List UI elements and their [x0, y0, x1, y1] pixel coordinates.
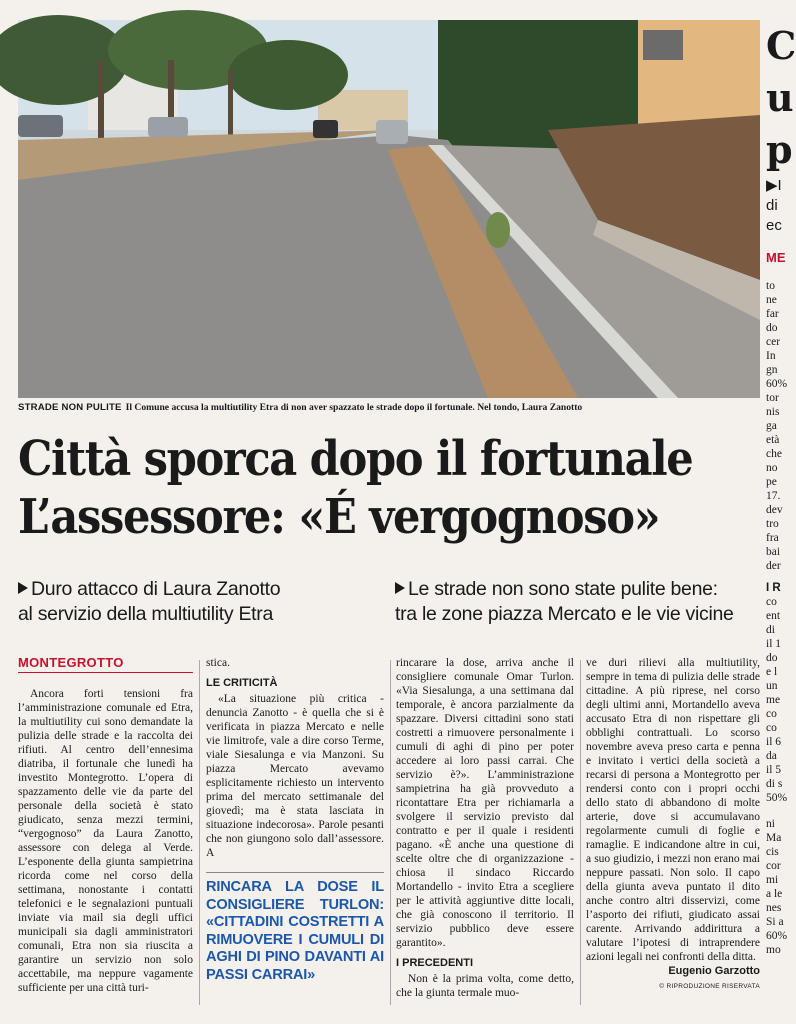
text-line: di s [766, 778, 783, 790]
text-line: ne [766, 294, 777, 306]
adjacent-sub-fragment: ec [766, 217, 782, 234]
text-line: gn [766, 364, 778, 376]
adjacent-text-fragment [766, 595, 787, 805]
text-line: co [766, 722, 777, 734]
column-divider [199, 660, 200, 1005]
text-line: il 1 [766, 638, 782, 650]
adjacent-headline-fragment: p [766, 127, 793, 172]
paragraph: rincarare la dose, arriva anche il consigliere comunale Omar Turlon. «Via Siesalunga, a una settimana dal temporale, è ancora parzialmente da spazzare. Diversi cittadini sono stati costretti a rimuovere personalmente i cumuli di aghi di pino per poter accedere ai loro passi carrai. Che servizio è?». L’amministrazione sampietrina ha già provveduto a ricontattare Etra per richiamarla a svolgere il servizio previsto dal contratto e per il quale i residenti pagano. «È anche una questione di scelte oltre che di organizzazione - chiosa il sindaco Riccardo Mortandello - invito Etra a scegliere per le attività aggiuntive ditte locali, che già conoscono il territorio. Il servizio pubblico deve essere garantito». [396, 657, 574, 949]
subhead-right-line-1: Le strade non sono state pulite bene: [408, 578, 718, 600]
paragraph: ve duri rilievi alla multiutility, sempre in tema di pulizia delle strade cittadine. A più riprese, nel corso degli ultimi anni, Mortandello aveva accusato Etra di non rispettare gli obblighi contrattuali. Lo scorso novembre aveva preso carta e penna e invitato i vertici della società a recarsi di persona a Montegrotto per rendersi conto con i propri occhi dello stato di abbandono di molte arterie, dove si accumulavano regolarmente cumuli di foglie e ramaglie. E indicandone altre in cui, a suo giudizio, i mezzi non erano mai neppure passati. Non solo. Il capo della giunta aveva puntato il dito anche contro altri disservizi, come l’asporto dei rifiuti, giudicato assai carente. Arrivando addirittura a valutare l’ipotesi di intraprendere azioni legali nei confronti della ditta. [586, 657, 760, 963]
column-divider [390, 660, 391, 1005]
subhead-right-line-2: tra le zone piazza Mercato e le vie vicine [395, 603, 734, 625]
adjacent-sub-fragment: di [766, 197, 778, 214]
adjacent-headline-fragment: u [766, 75, 794, 120]
pull-quote: RINCARA LA DOSE IL CONSIGLIERE TURLON: «CITTADINI COSTRETTI A RIMUOVERE I CUMULI DI AGHI DI PINO DAVANTI AI PASSI CARRAI» [206, 872, 384, 984]
text-line: un [766, 680, 778, 692]
text-line: 60% [766, 378, 788, 390]
street-photo [18, 20, 760, 398]
subhead-left-line-2: al servizio della multiutility Etra [18, 603, 274, 625]
text-line: bai [766, 546, 781, 558]
text-line: il 6 [766, 736, 782, 748]
text-line: mo [766, 944, 781, 956]
text-line: 17. [766, 490, 781, 502]
text-line: fra [766, 532, 779, 544]
text-line: nis [766, 406, 780, 418]
text-line: ni [766, 818, 775, 830]
paragraph: stica. [206, 657, 230, 669]
subhead-left [18, 577, 280, 627]
text-line: e l [766, 666, 778, 678]
article-column-4 [586, 656, 760, 994]
text-line: il 5 [766, 764, 782, 776]
text-line: mi [766, 874, 779, 886]
triangle-icon [18, 582, 28, 594]
street-photo-illustration [18, 20, 760, 398]
article-column-3 [396, 656, 574, 1000]
adjacent-section-fragment: I R [766, 582, 781, 594]
section-heading-precedenti: I PRECEDENTI [396, 957, 474, 969]
text-line: pe [766, 476, 777, 488]
text-line: In [766, 350, 776, 362]
photo-caption [18, 402, 760, 414]
column-divider [580, 660, 581, 1005]
text-line: cer [766, 336, 781, 348]
caption-text: Il Comune accusa la multiutility Etra di non aver spazzato le strade dopo il fortunale. Nel tondo, Laura Zanotto [125, 402, 583, 413]
triangle-icon [395, 582, 405, 594]
adjacent-text-fragment [766, 279, 787, 573]
text-line: Ma [766, 832, 782, 844]
text-line: da [766, 750, 777, 762]
section-heading-criticita: LE CRITICITÀ [206, 677, 278, 689]
adjacent-article-fragment [766, 20, 796, 1024]
headline-line-2: L’assessore: «É vergognoso» [18, 489, 660, 545]
text-line: 60% [766, 930, 788, 942]
copyright-notice: © RIPRODUZIONE RISERVATA [659, 983, 760, 990]
text-line: tor [766, 392, 779, 404]
adjacent-text-fragment [766, 817, 787, 957]
text-line: cis [766, 846, 779, 858]
subhead-left-line-1: Duro attacco di Laura Zanotto [31, 578, 281, 600]
text-line: to [766, 280, 775, 292]
subhead-right [395, 577, 734, 627]
article-column-1 [18, 656, 193, 995]
text-line: di [766, 624, 775, 636]
text-line: ent [766, 610, 781, 622]
text-line: che [766, 448, 782, 460]
author-signature: Eugenio Garzotto [668, 965, 760, 977]
paragraph: Ancora forti tensioni fra l’amministrazione comunale ed Etra, la multiutility cui sono demandate la pulizia delle strade e la raccolta dei rifiuti. Al centro dell’ennesima diatriba, il fortunale che lunedì ha investito Montegrotto. L’opera di spazzamento delle vie da parte del personale della società è stato giudicato, senza mezzi termini, “vergognoso” da Laura Zanotto, assessore con delega al Verde. L’esponente della giunta sampietrina ricorda come nel corso della settimana, nonostante i contatti telefonici e le segnalazioni puntuali inviate via mail sia degli uffici municipali sia dagli amministratori comunali, Etra non sia riuscita a garantire un servizio non solo accettabile, ma neppure vagamente sufficiente per una città turi- [18, 688, 193, 994]
adjacent-sub-fragment: ▶I [766, 177, 782, 194]
headline [18, 430, 693, 546]
adjacent-kicker-fragment: ME [766, 250, 786, 265]
text-line: co [766, 708, 777, 720]
text-line: do [766, 652, 778, 664]
article-kicker: MONTEGROTTO [18, 656, 193, 673]
text-line: do [766, 322, 778, 334]
text-line: me [766, 694, 781, 706]
caption-tag: STRADE NON PULITE [18, 402, 122, 413]
text-line: cor [766, 860, 781, 872]
text-line: età [766, 434, 780, 446]
text-line: no [766, 462, 778, 474]
text-line: 50% [766, 792, 788, 804]
article-column-2 [206, 656, 384, 984]
text-line: dev [766, 504, 783, 516]
paragraph: «La situazione più critica - denuncia Zanotto - è quella che si è verificata in piazza Mercato e nelle vie limitrofe, vale a dire corso Terme, viale Siesalunga e via Manzoni. Su piazza Mercato avevamo esplicitamente richiesto un intervento prima del mercato settimanale del giovedì; ma è stata lasciata in situazione indecorosa». Parole pesanti che non giungono solo dall’assessore. A [206, 693, 384, 859]
text-line: far [766, 308, 779, 320]
text-line: co [766, 596, 777, 608]
text-line: der [766, 560, 781, 572]
text-line: Si a [766, 916, 784, 928]
headline-line-1: Città sporca dopo il fortunale [18, 431, 693, 487]
text-line: nes [766, 902, 782, 914]
text-line: a le [766, 888, 783, 900]
text-line: ga [766, 420, 777, 432]
text-line: tro [766, 518, 779, 530]
paragraph: Non è la prima volta, come detto, che la giunta termale muo- [396, 973, 574, 999]
adjacent-headline-fragment: C [766, 23, 796, 68]
